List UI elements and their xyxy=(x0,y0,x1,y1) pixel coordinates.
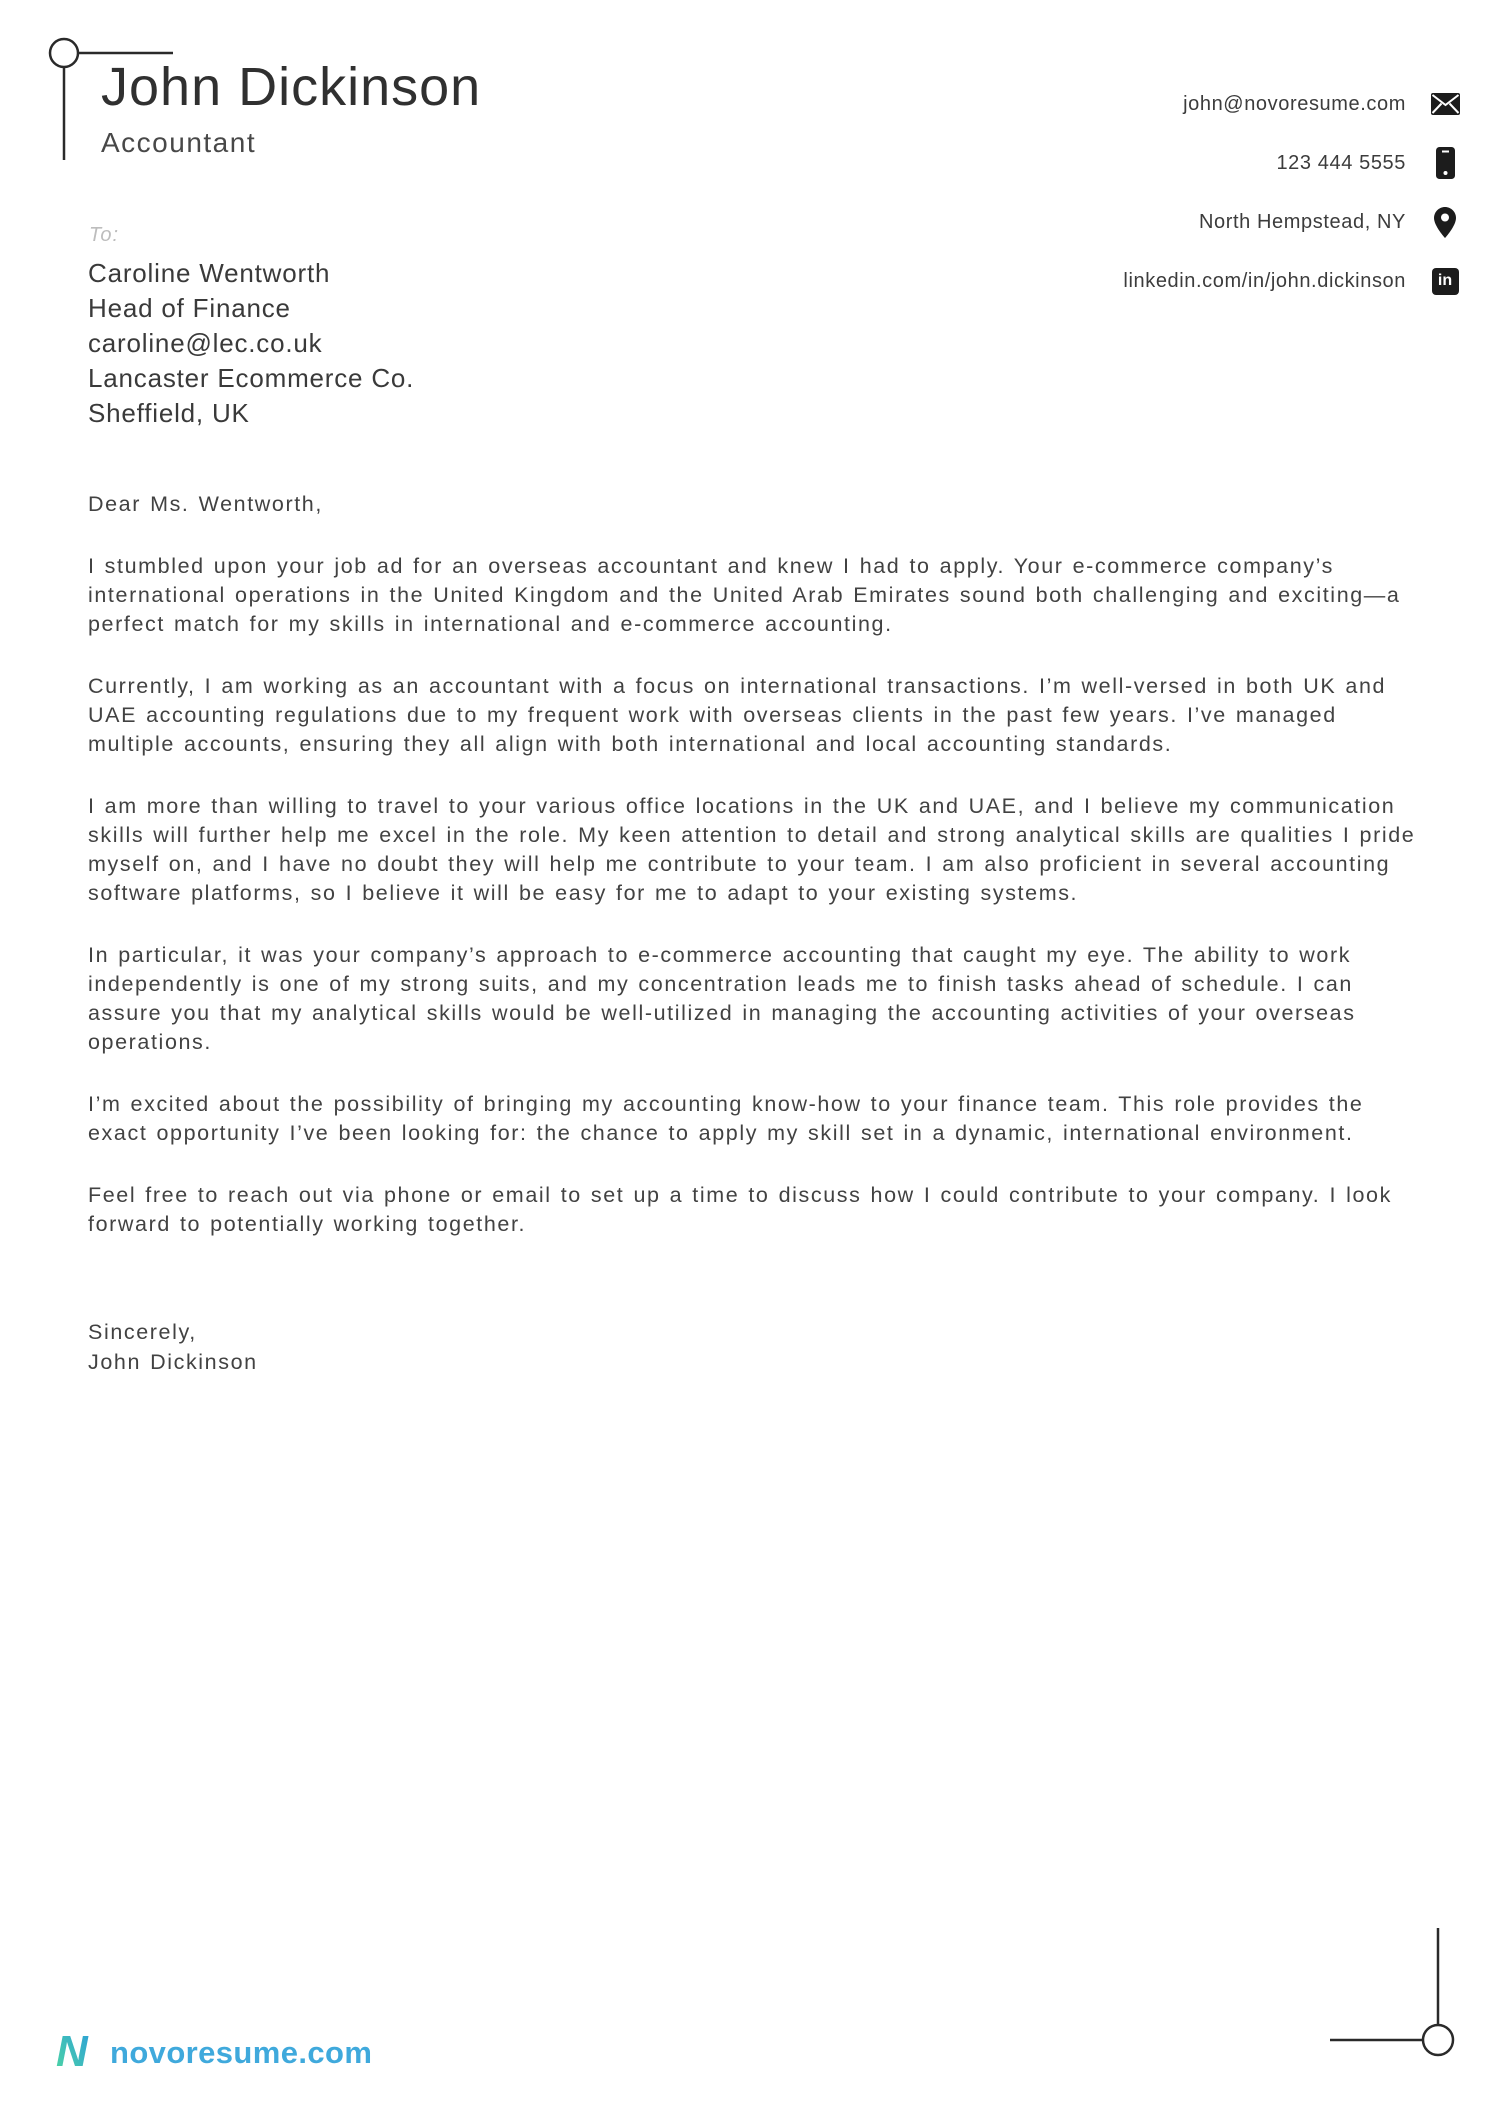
header xyxy=(101,56,481,159)
contact-row-linkedin xyxy=(1123,265,1460,297)
recipient-email[interactable]: caroline@lec.co.uk xyxy=(88,328,323,358)
recipient-role: Head of Finance xyxy=(88,293,291,323)
linkedin-text[interactable]: linkedin.com/in/john.dickinson xyxy=(1123,269,1406,292)
signature-block xyxy=(88,1317,1428,1377)
closing: Sincerely, xyxy=(88,1320,197,1344)
email-text[interactable]: john@novoresume.com xyxy=(1183,92,1406,115)
letter-body xyxy=(88,490,1428,1377)
contact-row-location xyxy=(1199,206,1460,238)
contact-row-email xyxy=(1183,88,1460,120)
location-text: North Hempstead, NY xyxy=(1198,210,1406,233)
paragraph-4: In particular, it was your company’s approach to e-commerce accounting that caught my eye. The ability to work independently is one of my strong suits, and my concentration leads me to finish tasks ahead of schedule. I can assure you that my analytical skills would be well-utilized in managing the accounting activities of your overseas operations. xyxy=(88,943,1356,1054)
recipient-name: Caroline Wentworth xyxy=(88,258,331,288)
paragraph-1: I stumbled upon your job ad for an overseas accountant and knew I had to apply. Your e-commerce company’s international operations in the United Kingdom and the United Arab Emirates sound both challenging and exciting—a perfect match for my skills in international and e-commerce accounting. xyxy=(88,554,1401,636)
phone-text: 123 444 5555 xyxy=(1276,151,1406,174)
to-label: To: xyxy=(89,224,120,246)
paragraph-2: Currently, I am working as an accountant with a focus on international transactions. I’m well-versed in both UK and UAE accounting regulations due to my frequent work with overseas clients in the past few years. I’ve managed multiple accounts, ensuring they all align with both international and local accounting standards. xyxy=(88,674,1387,756)
svg-text:N: N xyxy=(56,2027,88,2074)
phone-icon xyxy=(1430,147,1460,179)
bottom-right-ornament xyxy=(1330,1928,1453,2055)
linkedin-glyph: in xyxy=(1437,272,1453,289)
paragraph-6: Feel free to reach out via phone or email to set up a time to discuss how I could contribute to your company. I look forward to potentially working together. xyxy=(88,1183,1392,1236)
footer-brand[interactable] xyxy=(56,2026,372,2079)
contact-row-phone xyxy=(1276,147,1460,179)
salutation: Dear Ms. Wentworth, xyxy=(88,492,323,516)
email-icon xyxy=(1430,88,1460,120)
brand-name[interactable]: novoresume.com xyxy=(110,2034,373,2070)
paragraph-5: I’m excited about the possibility of bringing my accounting know-how to your finance team. This role provides the exact opportunity I’ve been looking for: the chance to apply my skill set in a dynamic, international environment. xyxy=(88,1092,1364,1145)
paragraph-3: I am more than willing to travel to your various office locations in the UK and UAE, and I believe my communication skills will further help me excel in the role. My keen attention to detail and strong analytical skills are qualities I pride myself on, and I have no doubt they will help me contribute to your team. I am also proficient in several accounting software platforms, so I believe it will be easy for me to adapt to your existing systems. xyxy=(88,794,1416,905)
linkedin-icon xyxy=(1430,265,1460,297)
novoresume-logo-icon xyxy=(56,2026,98,2079)
person-name: John Dickinson xyxy=(101,57,482,117)
location-pin-icon xyxy=(1430,206,1460,238)
person-title: Accountant xyxy=(101,127,257,159)
recipient-block xyxy=(88,256,414,431)
signature-name: John Dickinson xyxy=(88,1350,258,1374)
recipient-company: Lancaster Ecommerce Co. xyxy=(88,363,415,393)
recipient-location: Sheffield, UK xyxy=(88,398,250,428)
contact-block xyxy=(1123,88,1460,297)
